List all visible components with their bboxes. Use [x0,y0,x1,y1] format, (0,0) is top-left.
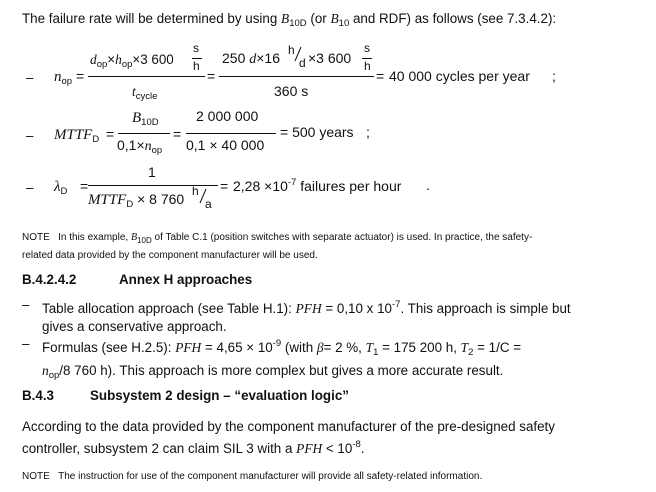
section-number: B.4.3 [22,388,55,403]
bullet-dash: – [22,297,30,312]
semicolon: ; [366,124,370,140]
mttfd-result: = 500 years [280,124,354,140]
intro-text: The failure rate will be determined by using [22,11,282,26]
lambda-d-symbol: $\lambda_D$ [54,179,68,197]
b10-symbol: B [330,11,339,26]
equals-sign: = [80,178,89,194]
b10d-subscript: 10D [289,18,307,29]
section-title: Annex H approaches [119,272,253,287]
note-label: NOTE [22,232,50,243]
fraction-4-numerator: 2 000 000 [196,108,259,124]
b10d-symbol: B [281,11,290,26]
note-label: NOTE [22,471,50,482]
lambda-d-result: $2,28 \times 10^{-7}$ failures per hour [233,177,402,194]
equals-sign: = [207,68,216,84]
subsystem-2-paragraph: According to the data provided by the component manufacturer of the pre-designed safety controller, subsystem 2 can claim SIL 3 with a PFH < $10^{-8}$. [22,419,555,456]
fraction-5-numerator: 1 [148,164,156,180]
fraction-1-numerator: $d_{op}\times h_{op}\times 3$ 600 [90,52,174,70]
bullet-dash: – [26,128,34,143]
equals-sign: = [76,68,85,84]
equals-sign: = [220,178,229,194]
equals-sign: = [376,68,385,84]
section-title: Subsystem 2 design – “evaluation logic” [90,388,349,403]
n-op-symbol: $n_{op}$ [54,69,73,87]
semicolon: ; [552,68,556,84]
b10-subscript: 10 [338,18,350,29]
intro-text-end: and RDF) as follows (see 7.3.4.2): [349,11,557,26]
fraction-1-denominator: $t_{cycle}$ [132,84,158,102]
unit-h: h [193,59,200,73]
fraction-4-bar [186,133,276,134]
intro-text-mid: (or [306,11,331,26]
fraction-5-denominator: $MTTF_D \times 8$ 760 [88,191,185,210]
equals-sign: = [106,126,115,142]
unit-h-over: h [288,43,295,57]
unit-s: s [193,41,199,55]
bullet-dash: – [26,180,34,195]
n-op-result: 40 000 cycles per year [389,68,530,84]
section-heading-b4242 [22,272,253,287]
fraction-2-numerator: 250 d×16 [222,50,280,67]
section-heading-b43 [22,388,349,403]
bullet-dash: – [26,70,34,85]
bullet-dash: – [22,336,30,351]
fraction-3-numerator: $B_{10D}$ [132,110,159,128]
intro-paragraph [22,10,556,33]
section-number: B.4.2.4.2 [22,272,77,287]
fraction-3-denominator: $0,1\times n_{op}$ [117,137,163,156]
period: . [426,177,430,193]
mttfd-symbol: $MTTF_D$ [54,127,100,145]
equals-sign: = [173,126,182,142]
note-2: NOTE The instruction for use of the component manufacturer will provide all safety-related information. [22,471,483,482]
fraction-4-denominator: 0,1 × 40 000 [186,137,265,153]
unit-h-over: h [192,184,199,198]
unit-d-under: d [299,56,306,70]
note-1: NOTE In this example, $B_{10D}$ of Table C.1 (position switches with separate actuator) is used. In practice, the safety- related data provided by the component manufacturer will be used. [22,232,533,261]
fraction-3-bar [118,133,170,134]
fraction-2-numerator-tail: ×3 600 [308,50,352,66]
fraction-1-bar [88,76,205,77]
fraction-2-denominator: 360 s [274,83,309,99]
unit-h: h [364,59,371,73]
fraction-2-bar [219,76,374,77]
unit-s: s [364,41,370,55]
unit-a-under: a [205,197,212,211]
